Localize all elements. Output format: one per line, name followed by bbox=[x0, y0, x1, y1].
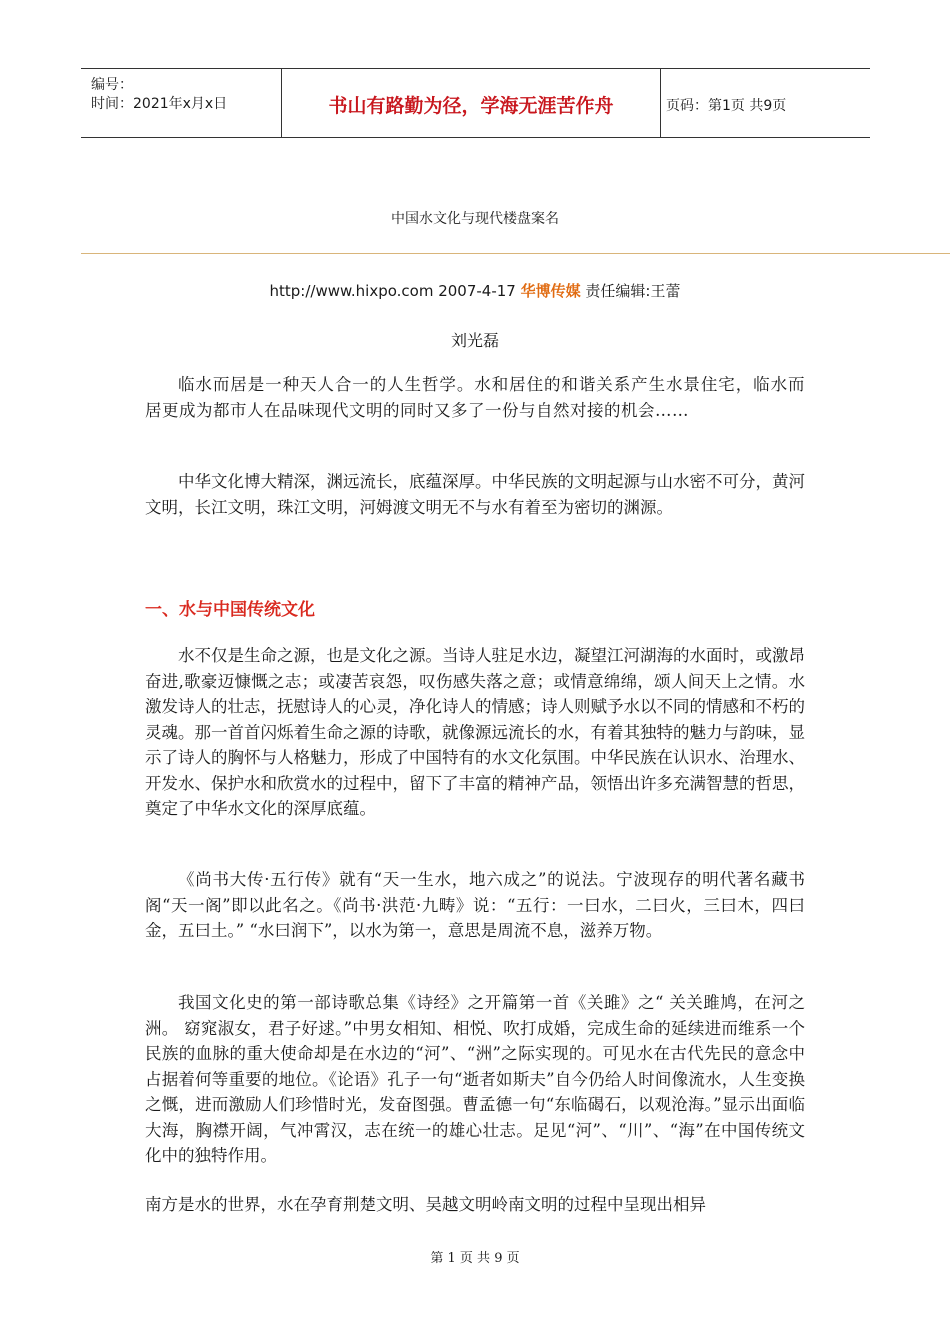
document-time-label: 时间：2021年x月x日 bbox=[91, 96, 228, 112]
header-motto: 书山有路勤为径，学海无涯苦作舟 bbox=[328, 95, 614, 117]
header-page-info: 页码：第1页 共9页 bbox=[666, 98, 787, 114]
body-paragraph-3: 我国文化史的第一部诗歌总集《诗经》之开篇第一首《关雎》之“ 关关雎鸠，在河之洲。 窈窕淑女，君子好逑。”中男女相知、相悦、吹打成婚，完成生命的延续进而维系一个民族的血脉的重大使命却是在水边的“河”、“洲”之际实现的。可见水在古代先民的意念中占据着何等重要的地位。《论语》孔子一句“逝者如斯夫”自今仍给人时间像流水，人生变换之慨，进而激励人们珍惜时光，发奋图强。曹孟德一句“东临碣石，以观沧海。”显示出面临大海，胸襟开阔，气冲霄汉，志在统一的雄心壮志。足见“河”、“川”、“海”在中国传统文化中的独特作用。 bbox=[145, 993, 805, 1165]
document-header bbox=[81, 68, 870, 138]
source-name-link[interactable]: 华博传媒 bbox=[520, 282, 581, 300]
header-motto-cell bbox=[282, 69, 661, 137]
lead-paragraph: 临水而居是一种天人合一的人生哲学。水和居住的和谐关系产生水景住宅，临水而居更成为都市人在品味现代文明的同时又多了一份与自然对接的机会…… bbox=[145, 375, 805, 420]
section-heading: 一、水与中国传统文化 bbox=[145, 600, 315, 620]
header-info-cell bbox=[81, 69, 282, 137]
body-paragraph-4: 南方是水的世界，水在孕育荆楚文明、吴越文明岭南文明的过程中呈现出相异 bbox=[145, 1195, 706, 1214]
body-paragraph-1: 水不仅是生命之源，也是文化之源。当诗人驻足水边，凝望江河湖海的水面时，或激昂奋进,歌豪迈慷慨之志；或凄苦哀怨，叹伤感失落之意；或情意绵绵，颂人间天上之情。水激发诗人的壮志，抚慰诗人的心灵，净化诗人的情感；诗人则赋予水以不同的情感和不朽的灵魂。那一首首闪烁着生命之源的诗歌，就像源远流长的水，有着其独特的魅力与韵味，显示了诗人的胸怀与人格魅力，形成了中国特有的水文化氛围。中华民族在认识水、治理水、开发水、保护水和欣赏水的过程中，留下了丰富的精神产品，领悟出许多充满智慧的哲思，奠定了中华水文化的深厚底蕴。 bbox=[145, 646, 805, 818]
page-footer: 第 1 页 共 9 页 bbox=[430, 1251, 520, 1266]
document-number-label: 编号： bbox=[91, 77, 133, 93]
article-title: 中国水文化与现代楼盘案名 bbox=[391, 211, 559, 227]
article-meta bbox=[0, 280, 950, 301]
title-divider bbox=[81, 253, 950, 254]
header-page-cell bbox=[661, 69, 870, 137]
editor-label: 责任编辑:王蕾 bbox=[585, 282, 681, 300]
source-url-date[interactable]: http://www.hixpo.com 2007-4-17 bbox=[269, 282, 516, 300]
article-author: 刘光磊 bbox=[450, 331, 499, 350]
intro-paragraph: 中华文化博大精深，渊远流长，底蕴深厚。中华民族的文明起源与山水密不可分，黄河文明，长江文明，珠江文明，河姆渡文明无不与水有着至为密切的渊源。 bbox=[145, 472, 805, 517]
body-paragraph-2: 《尚书大传·五行传》就有“天一生水，地六成之”的说法。宁波现存的明代著名藏书阁“天一阁”即以此名之。《尚书·洪范·九畴》说：“五行：一曰水，二曰火，三曰木，四曰金，五曰土。” “水曰润下”，以水为第一，意思是周流不息，滋养万物。 bbox=[145, 870, 805, 940]
